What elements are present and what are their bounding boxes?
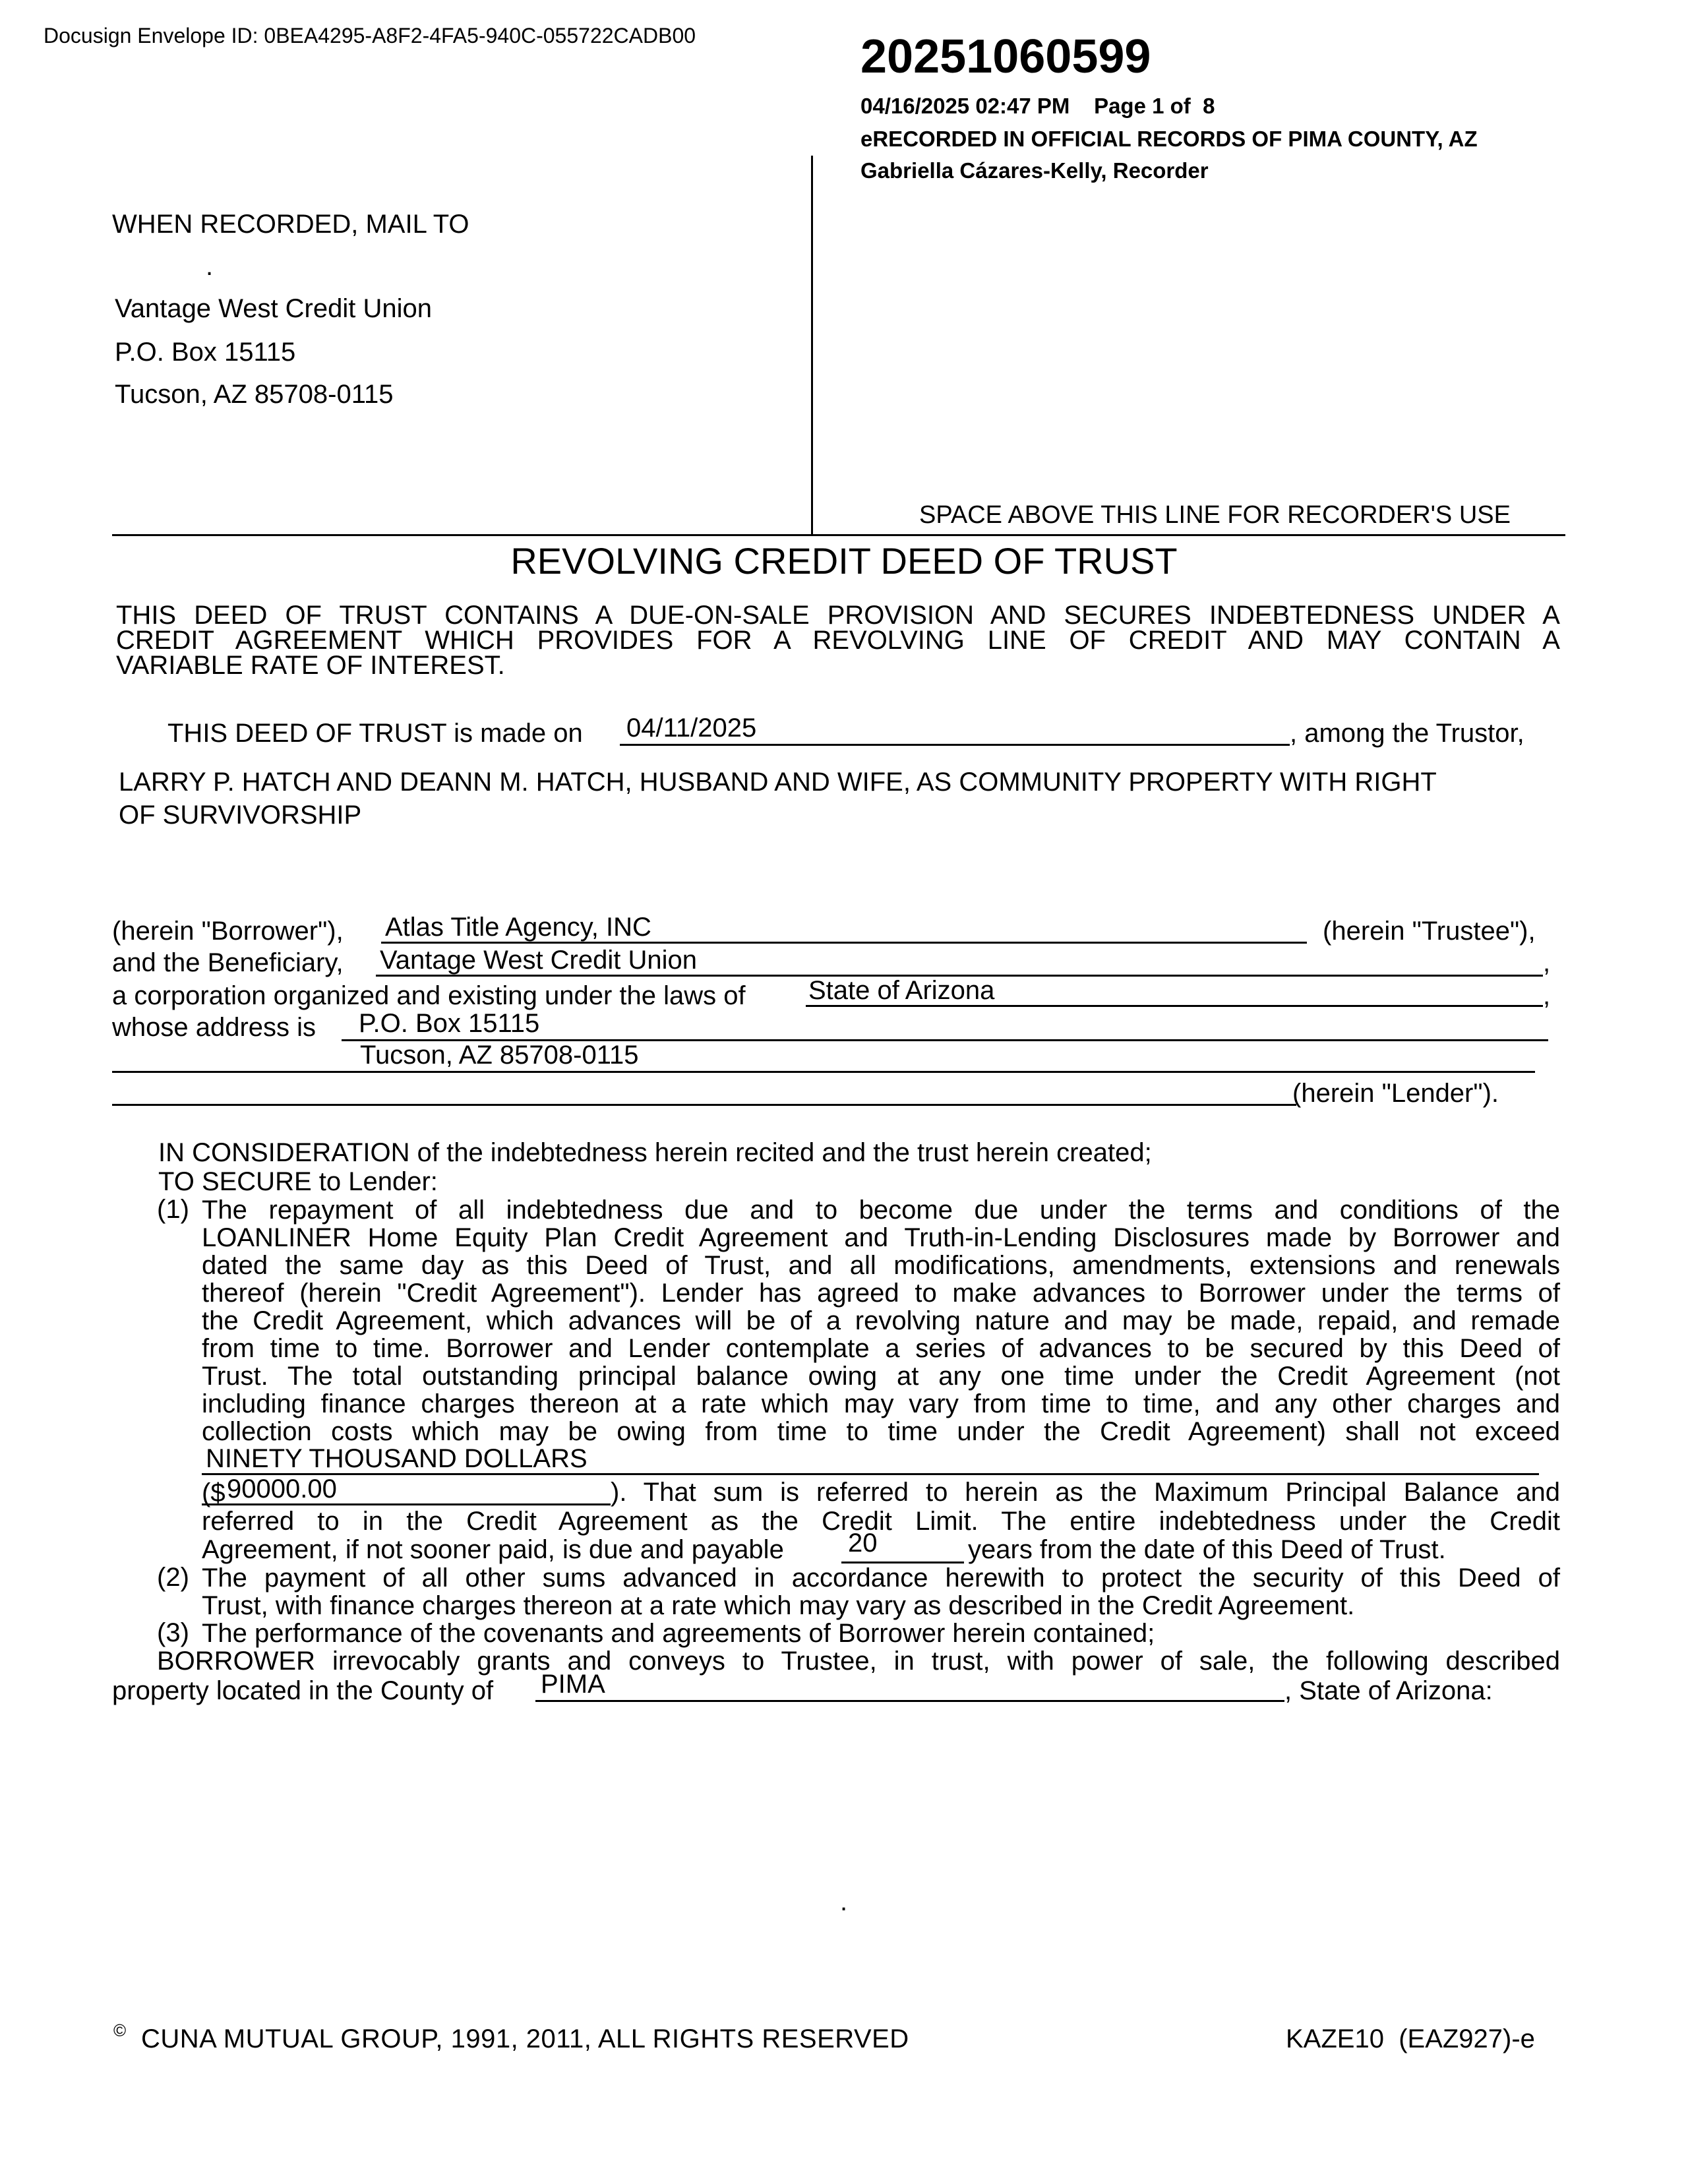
copyright-text: CUNA MUTUAL GROUP, 1991, 2011, ALL RIGHTS RESERVED bbox=[141, 2024, 909, 2053]
item-1-line: collection costs which may be owing from time to time under the Credit Agreement) shall not exceed bbox=[202, 1417, 1560, 1446]
item-1-line-c-suffix: years from the date of this Deed of Trust. bbox=[968, 1535, 1446, 1564]
item-1-line: the Credit Agreement, which advances will be of a revolving nature and may be made, repaid, and remade bbox=[202, 1306, 1560, 1335]
address-label: whose address is bbox=[112, 1013, 316, 1042]
made-on-prefix: THIS DEED OF TRUST is made on bbox=[167, 719, 583, 748]
notice-line: CREDIT AGREEMENT WHICH PROVIDES FOR A REVOLVING LINE OF CREDIT AND MAY CONTAIN A bbox=[116, 626, 1560, 655]
notice-line: THIS DEED OF TRUST CONTAINS A DUE-ON-SALE PROVISION AND SECURES INDEBTEDNESS UNDER A bbox=[116, 601, 1560, 630]
item-1-line: The repayment of all indebtedness due and to become due under the terms and conditions of the bbox=[202, 1196, 1560, 1225]
recorder-line bbox=[112, 534, 1565, 536]
borrower-label: (herein "Borrower"), bbox=[112, 917, 344, 946]
item-1-line: thereof (herein "Credit Agreement"). Lender has agreed to make advances to Borrower under the terms of bbox=[202, 1279, 1560, 1308]
item-2-line: The payment of all other sums advanced in accordance herewith to protect the security of this Deed of bbox=[202, 1563, 1560, 1592]
amount-underline bbox=[202, 1503, 611, 1505]
grant-prefix: property located in the County of bbox=[112, 1676, 494, 1705]
county-underline bbox=[535, 1700, 1284, 1702]
address-line-2[interactable]: Tucson, AZ 85708-0115 bbox=[360, 1041, 639, 1070]
mail-to-heading: WHEN RECORDED, MAIL TO bbox=[112, 210, 469, 239]
mail-to-box: P.O. Box 15115 bbox=[115, 338, 296, 367]
address-underline-2 bbox=[112, 1071, 1535, 1073]
lender-label: (herein "Lender"). bbox=[1292, 1079, 1499, 1108]
item-3-number: (3) bbox=[157, 1618, 189, 1647]
form-code: KAZE10 (EAZ927)-e bbox=[1286, 2024, 1535, 2053]
beneficiary-label: and the Beneficiary, bbox=[112, 948, 344, 977]
trustor-line: OF SURVIVORSHIP bbox=[119, 801, 362, 830]
item-1-line-c-prefix: Agreement, if not sooner paid, is due and payable bbox=[202, 1535, 784, 1564]
recording-number: 20251060599 bbox=[860, 30, 1151, 83]
recorder-space-note: SPACE ABOVE THIS LINE FOR RECORDER'S USE bbox=[919, 501, 1511, 529]
document-title: REVOLVING CREDIT DEED OF TRUST bbox=[510, 540, 1178, 582]
made-on-suffix: , among the Trustor, bbox=[1290, 719, 1524, 748]
trustee-underline bbox=[381, 942, 1307, 944]
item-1-line: dated the same day as this Deed of Trust, and all modifications, amendments, extensions and renewals bbox=[202, 1251, 1560, 1280]
item-1-number: (1) bbox=[157, 1195, 189, 1224]
corp-state[interactable]: State of Arizona bbox=[808, 976, 995, 1005]
item-1-line: including finance charges thereon at a rate which may vary from time to time, and any other charges and bbox=[202, 1389, 1560, 1418]
state-comma: , bbox=[1543, 981, 1551, 1010]
item-1-line: LOANLINER Home Equity Plan Credit Agreement and Truth-in-Lending Disclosures made by Borrower and bbox=[202, 1223, 1560, 1252]
grant-line: BORROWER irrevocably grants and conveys to Trustee, in trust, with power of sale, the following described bbox=[157, 1647, 1560, 1676]
consideration: IN CONSIDERATION of the indebtedness herein recited and the trust herein created; bbox=[158, 1138, 1152, 1167]
recording-office: eRECORDED IN OFFICIAL RECORDS OF PIMA COUNTY, AZ bbox=[860, 127, 1478, 151]
mail-to-city: Tucson, AZ 85708-0115 bbox=[115, 380, 394, 409]
trustee-label: (herein "Trustee"), bbox=[1323, 917, 1536, 946]
address-line-1[interactable]: P.O. Box 15115 bbox=[359, 1009, 540, 1038]
envelope-id: Docusign Envelope ID: 0BEA4295-A8F2-4FA5-940C-055722CADB00 bbox=[44, 24, 696, 47]
recording-datetime: 04/16/2025 02:47 PM Page 1 of 8 bbox=[860, 94, 1215, 118]
copyright-symbol: © bbox=[113, 2020, 127, 2040]
trustee-name[interactable]: Atlas Title Agency, INC bbox=[385, 913, 651, 942]
item-1-line: Trust. The total outstanding principal balance owing at any one time under the Credit Agreement (not bbox=[202, 1362, 1560, 1391]
address-underline-3 bbox=[112, 1104, 1296, 1106]
term-years[interactable]: 20 bbox=[848, 1529, 878, 1558]
county-name[interactable]: PIMA bbox=[541, 1670, 605, 1699]
item-1-line: from time to time. Borrower and Lender contemplate a series of advances to be secured by this Deed of bbox=[202, 1334, 1560, 1363]
mail-to-name: Vantage West Credit Union bbox=[115, 294, 432, 323]
trustor-line: LARRY P. HATCH AND DEANN M. HATCH, HUSBAND AND WIFE, AS COMMUNITY PROPERTY WITH RIGHT bbox=[119, 768, 1437, 797]
item-3-text: The performance of the covenants and agreements of Borrower herein contained; bbox=[202, 1619, 1155, 1648]
grant-suffix: , State of Arizona: bbox=[1284, 1676, 1493, 1705]
recorder-divider bbox=[811, 156, 813, 535]
item-2-line: Trust, with finance charges thereon at a rate which may vary as described in the Credit Agreement. bbox=[202, 1591, 1355, 1620]
made-on-date[interactable]: 04/11/2025 bbox=[626, 713, 757, 743]
amount-words-underline bbox=[202, 1473, 1539, 1475]
mail-to-dot: . bbox=[206, 252, 214, 281]
notice-line: VARIABLE RATE OF INTEREST. bbox=[116, 651, 505, 680]
beneficiary-name[interactable]: Vantage West Credit Union bbox=[380, 946, 697, 975]
amount-value[interactable]: 90000.00 bbox=[227, 1474, 337, 1503]
stray-dot: . bbox=[840, 1887, 848, 1916]
item-1-line-b: referred to in the Credit Agreement as the Credit Limit. The entire indebtedness under the Credit bbox=[202, 1507, 1560, 1536]
recorder-name: Gabriella Cázares-Kelly, Recorder bbox=[860, 158, 1209, 183]
state-underline bbox=[806, 1005, 1543, 1007]
amount-words[interactable]: NINETY THOUSAND DOLLARS bbox=[206, 1444, 588, 1473]
to-secure: TO SECURE to Lender: bbox=[158, 1167, 438, 1196]
amount-suffix: ). That sum is referred to herein as the Maximum Principal Balance and bbox=[611, 1478, 1560, 1507]
beneficiary-comma: , bbox=[1543, 948, 1551, 977]
made-on-underline bbox=[620, 744, 1290, 746]
item-2-number: (2) bbox=[157, 1563, 189, 1592]
amount-prefix: ($ bbox=[202, 1478, 226, 1507]
corp-label: a corporation organized and existing under the laws of bbox=[112, 981, 746, 1010]
